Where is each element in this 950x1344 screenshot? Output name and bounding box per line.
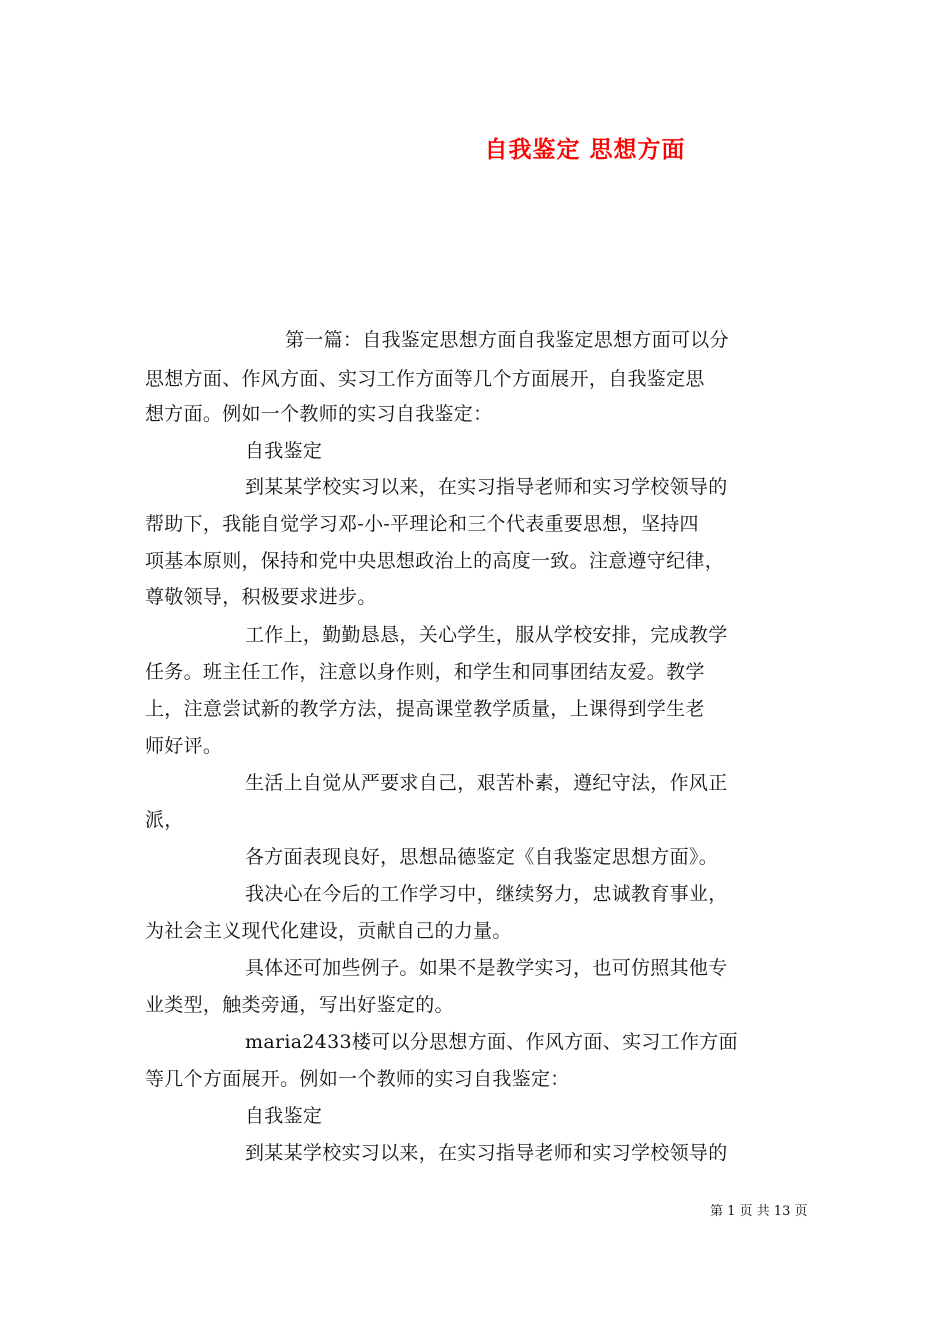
text-line: 项基本原则，保持和党中央思想政治上的高度一致。注意遵守纪律， [145, 550, 725, 572]
text-line: 帮助下，我能自觉学习邓-小-平理论和三个代表重要思想，坚持四 [145, 513, 699, 535]
page-title: 自我鉴定 思想方面 [484, 137, 686, 163]
text-line: 等几个方面展开。例如一个教师的实习自我鉴定： [145, 1068, 570, 1090]
text-line: 派， [145, 809, 184, 831]
text-line: 工作上，勤勤恳恳，关心学生，服从学校安排，完成教学 [245, 624, 728, 646]
text-line: 任务。班主任工作，注意以身作则，和学生和同事团结友爱。教学 [145, 661, 705, 683]
text-line: 具体还可加些例子。如果不是教学实习，也可仿照其他专 [245, 957, 728, 979]
text-line: 为社会主义现代化建设，贡献自己的力量。 [145, 920, 512, 942]
text-line: maria2433楼可以分思想方面、作风方面、实习工作方面 [245, 1031, 738, 1053]
text-line: 自我鉴定 [245, 440, 323, 462]
text-line: 思想方面、作风方面、实习工作方面等几个方面展开，自我鉴定思 [145, 368, 705, 390]
text-line: 自我鉴定 [245, 1105, 323, 1127]
text-line: 业类型，触类旁通，写出好鉴定的。 [145, 994, 454, 1016]
text-line: 到某某学校实习以来，在实习指导老师和实习学校领导的 [245, 1142, 728, 1164]
text-line: 上，注意尝试新的教学方法，提高课堂教学质量，上课得到学生老 [145, 698, 705, 720]
text-line: 尊敬领导，积极要求进步。 [145, 586, 377, 608]
text-line: 我决心在今后的工作学习中，继续努力，忠诚教育事业， [245, 883, 728, 905]
text-line: 到某某学校实习以来，在实习指导老师和实习学校领导的 [245, 476, 728, 498]
text-line: 想方面。例如一个教师的实习自我鉴定： [145, 403, 493, 425]
text-line: 各方面表现良好，思想品德鉴定《自我鉴定思想方面》。 [245, 846, 719, 868]
page-number-footer: 第 1 页 共 13 页 [710, 1204, 808, 1219]
text-line: 师好评。 [145, 735, 223, 757]
text-line: 生活上自觉从严要求自己，艰苦朴素，遵纪守法，作风正 [245, 772, 728, 794]
text-line: 第一篇：自我鉴定思想方面自我鉴定思想方面可以分 [285, 329, 729, 351]
